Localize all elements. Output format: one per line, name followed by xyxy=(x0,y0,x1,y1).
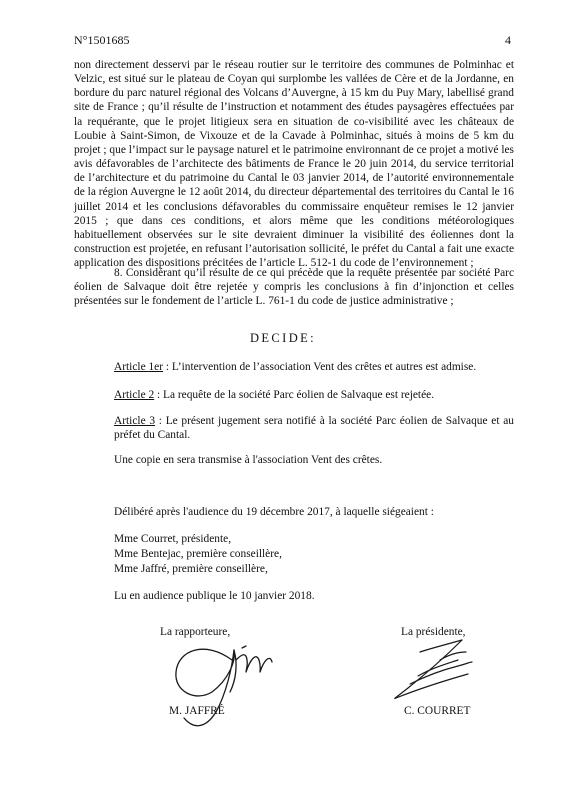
member-2: Mme Bentejac, première conseillère, xyxy=(114,548,282,560)
member-3: Mme Jaffré, première conseillère, xyxy=(114,563,268,575)
public-reading: Lu en audience publique le 10 janvier 2018. xyxy=(114,590,315,602)
paragraph-8: 8. Considérant qu’il résulte de ce qui précède que la requête présentée par société Parc éolien de Salvaque doit être rejetée y compris les conclusions à fin d’injonction et celles présentées sur le fondement de l’article L. 761-1 du code de justice administrative ; xyxy=(74,267,514,308)
decision-heading: DECIDE: xyxy=(249,331,317,345)
article-1-label: Article 1er xyxy=(114,361,164,373)
article-2 xyxy=(114,388,514,402)
rapporteur-name: M. JAFFRÉ xyxy=(169,705,225,717)
article-2-label: Article 2 xyxy=(114,389,155,401)
paragraph-continued: non directement desservi par le réseau routier sur le territoire des communes de Polminhac et Velzic, est situé sur le plateau de Coyan qui surplombe les vallées de Cère et de la Jordanne, en bordure du parc naturel régional des Volcans d’Auvergne, à 15 km du Puy Mary, labellisé grand site de France ; qu’il résulte de l’instruction et notamment des études paysagères effectuées par la requérante, que le projet litigieux sera en situation de co-visibilité avec les châteaux de Loubie à Saint-Simon, de Vixouze et de la Cavade à Polminhac, situés à moins de 5 km du projet ; que l’impact sur le paysage naturel et le patrimoine environnant de ce projet a motivé les avis défavorables de l’architecte des bâtiments de France le 20 juin 2014, du service territorial de l’architecture et du patrimoine du Cantal le 03 janvier 2014, de l’autorité environnementale de la région Auvergne le 12 août 2014, du directeur départemental des territoires du Cantal le 16 juillet 2014 et les conclusions défavorables du commissaire enquêteur remises le 12 janvier 2015 ; que dans ces conditions, et alors même que les conditions météorologiques habituellement observées sur le site devraient diminuer la visibilité des éoliennes dont la construction est projetée, en refusant l’autorisation sollicité, le préfet du Cantal a fait une exacte application des dispositions précitées de l’article L. 512-1 du code de l’environnement ; xyxy=(74,59,514,270)
case-number: N°1501685 xyxy=(74,33,130,47)
member-1: Mme Courret, présidente, xyxy=(114,533,232,545)
rapporteur-role: La rapporteure, xyxy=(160,626,231,638)
article-3 xyxy=(114,414,514,442)
president-role: La présidente, xyxy=(401,626,466,638)
president-name: C. COURRET xyxy=(404,705,471,717)
page-number: 4 xyxy=(505,33,511,47)
copy-notice: Une copie en sera transmise à l'association Vent des crêtes. xyxy=(114,454,383,466)
deliberation-intro: Délibéré après l'audience du 19 décembre 2017, à laquelle siégeaient : xyxy=(114,506,434,518)
article-1-text: : L’intervention de l’association Vent des crêtes et autres est admise. xyxy=(163,361,477,373)
article-3-text: : Le présent jugement sera notifié à la société Parc éolien de Salvaque et au préfet du Cantal. xyxy=(114,415,514,442)
article-1 xyxy=(114,360,514,374)
article-3-label: Article 3 xyxy=(114,415,156,427)
president-signature xyxy=(395,640,472,699)
article-2-text: : La requête de la société Parc éolien de Salvaque est rejetée. xyxy=(154,389,435,401)
